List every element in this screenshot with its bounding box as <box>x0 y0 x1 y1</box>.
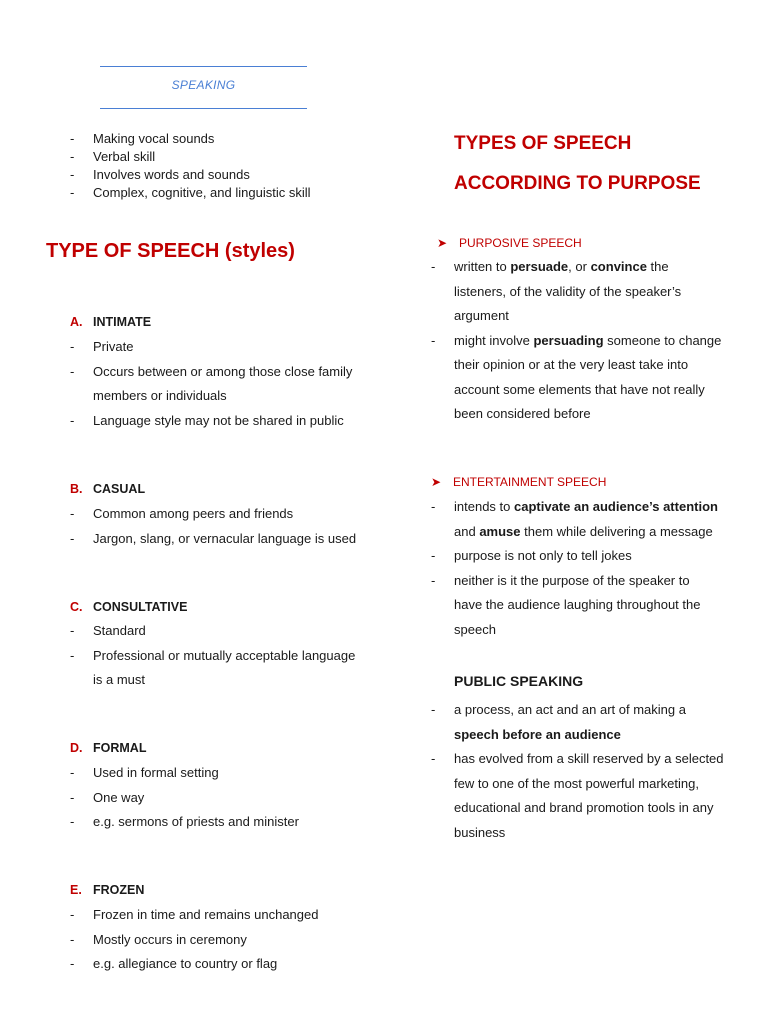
continuation-text: educational and brand promotion tools in any <box>454 800 714 815</box>
purpose-heading-line1: TYPES OF SPEECH <box>454 133 632 154</box>
text-run: intends to <box>454 499 514 514</box>
bold-run: speech before an audience <box>454 726 621 742</box>
purposive-title: PURPOSIVE SPEECH <box>459 236 582 250</box>
list-item-continuation <box>431 796 741 821</box>
continuation-text: account some elements that have not really <box>454 381 705 397</box>
text-run: , or <box>568 259 591 274</box>
style-letter: A. <box>70 315 83 329</box>
style-name: CASUAL <box>93 482 146 496</box>
public-speaking-list <box>431 698 741 845</box>
arrow-bullet-icon: ➤ <box>431 475 442 489</box>
list-item: - Standard <box>70 619 355 644</box>
style-heading-formal <box>70 741 146 755</box>
list-item-continuation <box>70 384 352 409</box>
text-run: someone to change <box>603 332 722 348</box>
continuation-text: been considered before <box>454 406 591 421</box>
purpose-heading-line2: ACCORDING TO PURPOSE <box>454 173 701 194</box>
speaking-list <box>70 130 310 202</box>
text-run: and <box>454 523 480 539</box>
list-item-continuation <box>70 668 355 693</box>
style-letter: E. <box>70 883 82 897</box>
style-heading-casual <box>70 482 145 496</box>
top-rule <box>100 66 307 67</box>
list-item: - Professional or mutually acceptable language <box>70 644 355 669</box>
casual-list <box>70 502 356 551</box>
list-item: - Language style may not be shared in public <box>70 409 352 434</box>
continuation-text: business <box>454 824 506 840</box>
bold-run: persuade <box>510 259 569 274</box>
list-item-continuation <box>431 772 741 797</box>
bold-run: convince <box>590 259 647 274</box>
continuation-text: members or individuals <box>93 388 227 403</box>
formal-list <box>70 761 299 835</box>
list-item <box>431 495 741 520</box>
style-heading-consultative <box>70 600 187 614</box>
list-item: - purpose is not only to tell jokes <box>431 544 741 569</box>
bold-run: persuading <box>533 332 604 348</box>
list-item-continuation <box>431 593 741 618</box>
list-item: - One way <box>70 786 299 811</box>
list-item: - Used in formal setting <box>70 761 299 786</box>
purposive-heading <box>437 236 582 250</box>
list-item: - has evolved from a skill reserved by a selected <box>431 747 741 772</box>
continuation-text: argument <box>454 308 509 323</box>
list-item: - Complex, cognitive, and linguistic skill <box>70 184 310 202</box>
list-item-continuation <box>431 378 731 403</box>
list-item <box>431 329 731 354</box>
list-item: - Mostly occurs in ceremony <box>70 928 318 953</box>
bold-run: amuse <box>479 523 521 539</box>
list-item: - a process, an act and an art of making a <box>431 698 741 723</box>
style-letter: B. <box>70 482 83 496</box>
list-item-continuation <box>431 353 731 378</box>
list-item: - Involves words and sounds <box>70 166 310 184</box>
entertainment-list <box>431 495 741 642</box>
arrow-bullet-icon: ➤ <box>437 236 448 250</box>
list-item: - Occurs between or among those close family <box>70 360 352 385</box>
continuation-text: have the audience laughing throughout the <box>454 597 701 612</box>
style-name: CONSULTATIVE <box>93 600 188 614</box>
style-heading-frozen <box>70 883 144 897</box>
continuation-text: speech <box>454 621 496 637</box>
text-run: written to <box>454 259 511 274</box>
continuation-text: is a must <box>93 672 146 687</box>
consultative-list <box>70 619 355 693</box>
continuation-text: their opinion or at the very least take into <box>454 357 689 372</box>
text-run: the <box>646 259 669 274</box>
frozen-list <box>70 903 318 977</box>
continuation-text: few to one of the most powerful marketing, <box>454 775 699 791</box>
purposive-list <box>431 255 731 427</box>
bottom-rule <box>100 108 307 109</box>
bold-run: captivate an audience’s attention <box>514 499 718 514</box>
style-name: FROZEN <box>93 883 145 897</box>
list-item-continuation <box>431 618 741 643</box>
text-run: them while delivering a message <box>520 523 713 539</box>
continuation-text: listeners, of the validity of the speaker’s <box>454 283 682 299</box>
list-item: - Common among peers and friends <box>70 502 356 527</box>
list-item-continuation <box>431 821 741 846</box>
list-item-continuation <box>431 304 731 329</box>
list-item: - e.g. allegiance to country or flag <box>70 952 318 977</box>
list-item-continuation <box>431 723 741 748</box>
text-run: might involve <box>454 332 534 348</box>
public-speaking-heading: PUBLIC SPEAKING <box>454 673 584 689</box>
style-heading-intimate <box>70 315 151 329</box>
list-item: - Making vocal sounds <box>70 130 310 148</box>
list-item: - neither is it the purpose of the speaker to <box>431 569 741 594</box>
style-name: FORMAL <box>93 741 147 755</box>
list-item-continuation <box>431 402 731 427</box>
list-item: - Jargon, slang, or vernacular language is used <box>70 527 356 552</box>
list-item: - Frozen in time and remains unchanged <box>70 903 318 928</box>
styles-heading: TYPE OF SPEECH (styles) <box>46 240 295 262</box>
style-letter: C. <box>70 600 83 614</box>
list-item-continuation <box>431 280 731 305</box>
list-item: - e.g. sermons of priests and minister <box>70 810 299 835</box>
list-item-continuation <box>431 520 741 545</box>
intimate-list <box>70 335 352 433</box>
list-item: - Verbal skill <box>70 148 310 166</box>
style-name: INTIMATE <box>93 315 152 329</box>
list-item <box>431 255 731 280</box>
list-item: - Private <box>70 335 352 360</box>
entertainment-title: ENTERTAINMENT SPEECH <box>453 475 607 489</box>
entertainment-heading <box>431 475 606 489</box>
style-letter: D. <box>70 741 83 755</box>
speaking-title: SPEAKING <box>171 78 236 92</box>
